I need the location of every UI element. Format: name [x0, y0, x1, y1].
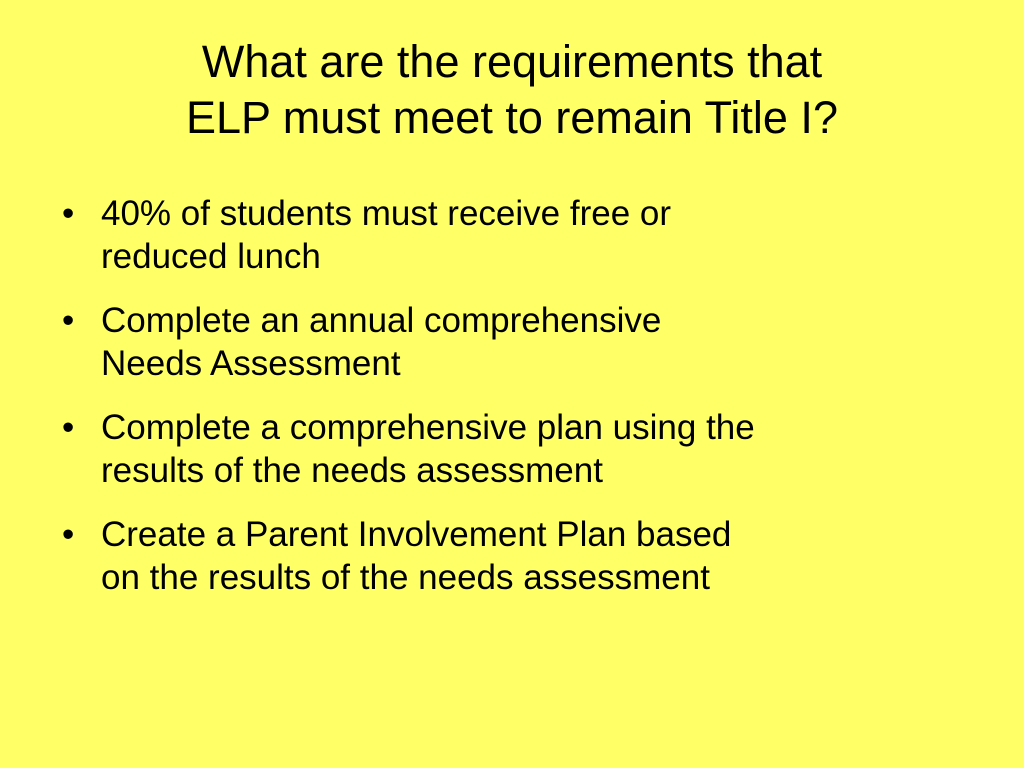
bullet-item-1 [58, 192, 988, 278]
title-line-1: What are the requirements that [201, 36, 823, 87]
bullet-text-line: results of the needs assessment [101, 451, 603, 490]
bullet-text-line: Needs Assessment [101, 344, 401, 383]
bullet-item-4 [58, 513, 988, 599]
bullet-text-line: on the results of the needs assessment [101, 558, 710, 597]
bullet-text-line: Complete an annual comprehensive [101, 301, 662, 340]
slide-title [60, 34, 964, 146]
bullet-text-line: reduced lunch [101, 237, 321, 276]
bullet-item-3 [58, 406, 988, 492]
bullet-text-line: Complete a comprehensive plan using the [101, 408, 755, 447]
bullet-icon: • [62, 301, 75, 340]
bullet-item-2 [58, 299, 988, 385]
bullet-icon: • [62, 194, 75, 233]
title-line-2: ELP must meet to remain Title I? [186, 92, 838, 143]
bullet-text-line: 40% of students must receive free or [101, 194, 671, 233]
bullet-icon: • [62, 515, 75, 554]
bullet-list [58, 192, 988, 620]
bullet-text-line: Create a Parent Involvement Plan based [101, 515, 732, 554]
bullet-icon: • [62, 408, 75, 447]
